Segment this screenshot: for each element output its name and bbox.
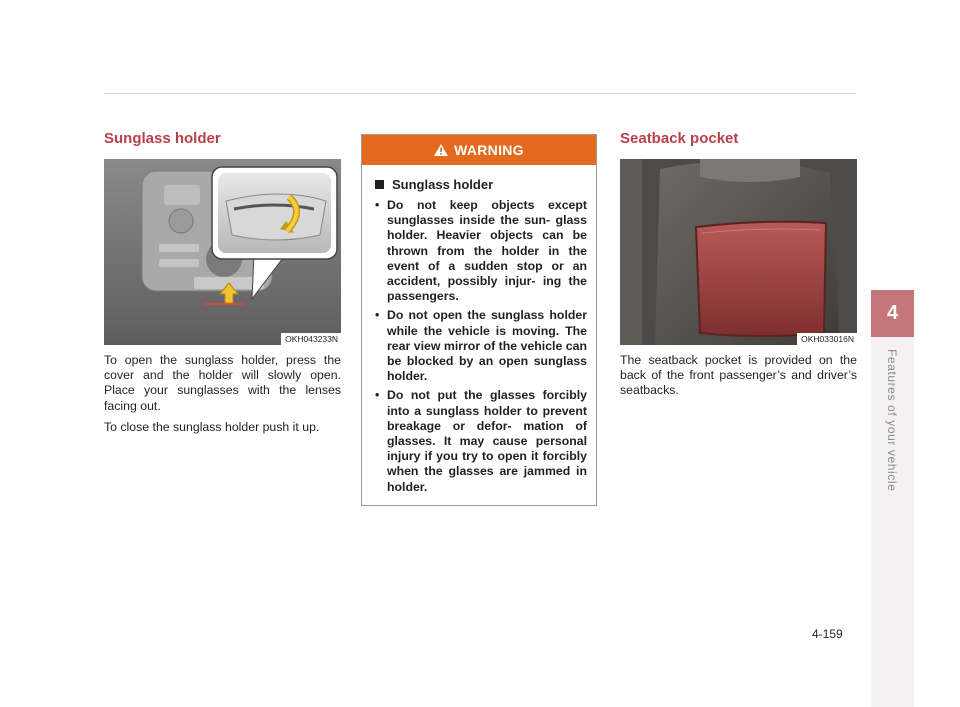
sunglass-holder-text — [104, 353, 341, 441]
warning-triangle-icon — [434, 144, 448, 156]
chapter-number-tab: 4 — [871, 290, 914, 337]
paragraph: The seatback pocket is provided on the back of the front passenger’s and driver’s seatbacks. — [620, 353, 857, 398]
paragraph: To open the sunglass holder, press the cover and the holder will slowly open. Place your sunglasses with the lenses facing out. — [104, 353, 341, 413]
warning-subheading-text: Sunglass holder — [392, 177, 494, 192]
sunglass-holder-photo — [104, 159, 341, 345]
warning-subheading — [375, 177, 596, 192]
chapter-title: Features of your vehicle — [885, 348, 899, 492]
page-number: 4-159 — [812, 627, 843, 641]
warning-label: WARNING — [454, 142, 524, 158]
list-item: • Do not open the sunglass holder while the vehicle is moving. The rear view mirror of the vehicle can be blocked by an open sunglass holder. — [375, 308, 587, 384]
list-item: • Do not put the glasses forcibly into a sunglass holder to prevent breakage or defor- mation of glasses. It may cause personal injury if you try to open it forcibly when the glasses are jammed in holder. — [375, 388, 587, 494]
photo-caption: OKH033016N — [797, 333, 857, 345]
seatback-pocket-text — [620, 353, 857, 405]
photo-caption: OKH043233N — [281, 333, 341, 345]
sunglass-holder-heading: Sunglass holder — [104, 130, 221, 147]
top-divider — [104, 93, 856, 94]
warning-box — [361, 134, 597, 506]
sunglass-holder-illustration — [104, 159, 341, 345]
seatback-pocket-photo — [620, 159, 857, 345]
warning-item-text: Do not put the glasses forcibly into a sunglass holder to prevent breakage or defor- mation of glasses. It may cause personal injury if you try to open it forcibly when the glasses are jammed in holder. — [387, 388, 587, 494]
warning-item-text: Do not open the sunglass holder while the vehicle is moving. The rear view mirror of the vehicle can be blocked by an open sunglass holder. — [387, 308, 587, 384]
warning-list — [374, 198, 587, 495]
warning-header — [362, 135, 596, 165]
list-item: • Do not keep objects except sunglasses inside the sun- glass holder. Heavier objects can be thrown from the holder in the event of a sudden stop or an accident, possibly injur- ing the passengers. — [375, 198, 587, 304]
square-bullet-icon — [375, 180, 384, 189]
seatback-pocket-illustration — [620, 159, 857, 345]
seatback-pocket-heading: Seatback pocket — [620, 130, 739, 147]
paragraph: To close the sunglass holder push it up. — [104, 419, 320, 434]
warning-item-text: Do not keep objects except sunglasses inside the sun- glass holder. Heavier objects can be thrown from the holder in the event of a sudden stop or an accident, possibly injur- ing the passengers. — [387, 198, 587, 304]
